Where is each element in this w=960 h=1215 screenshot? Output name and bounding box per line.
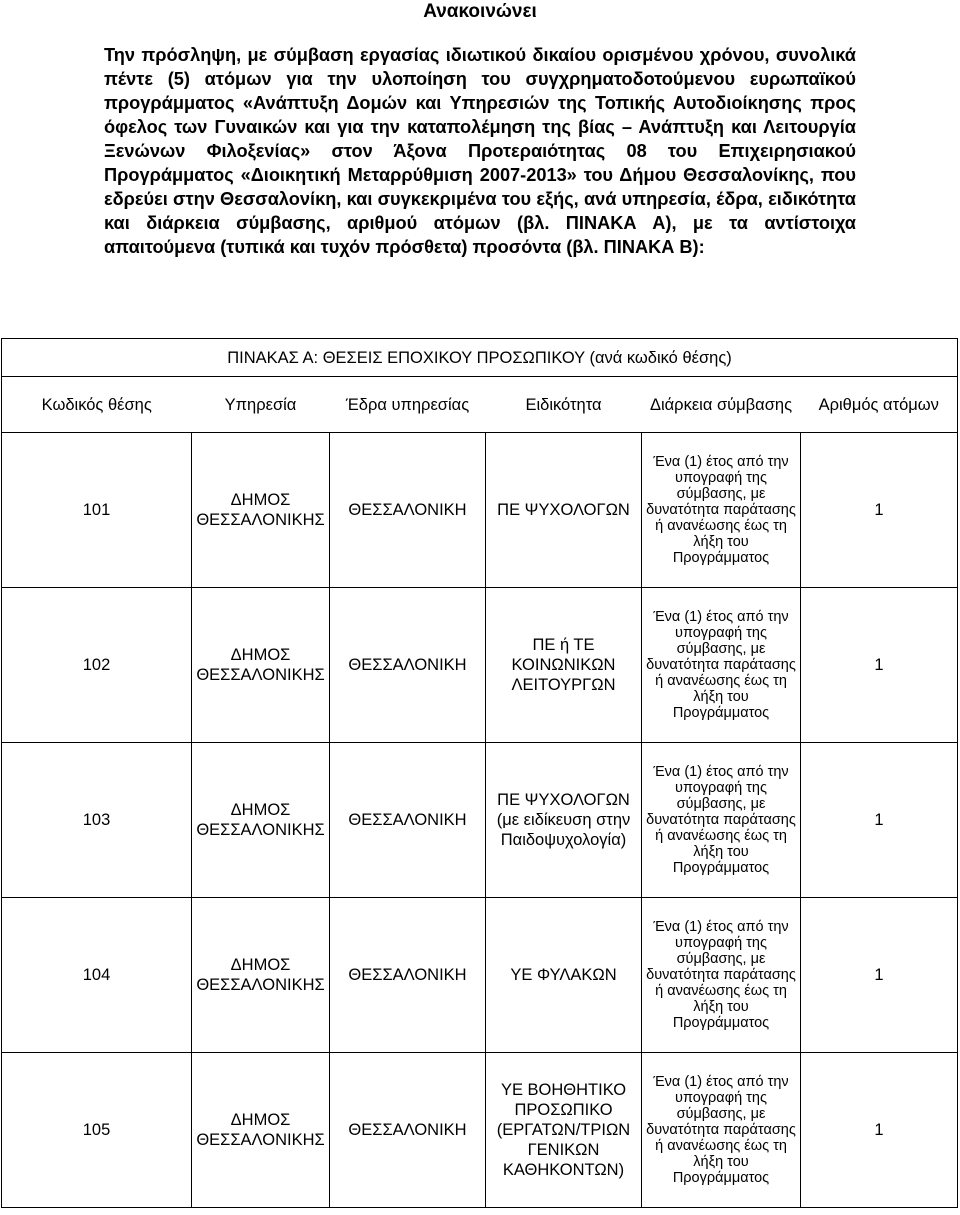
cell-duration: Ένα (1) έτος από την υπογραφή της σύμβασης, με δυνατότητα παράτασης ή ανανέωσης έως τη λήξη του Προγράμματος <box>642 433 801 588</box>
cell-specialty: ΠΕ ΨΥΧΟΛΟΓΩΝ (με ειδίκευση στην Παιδοψυχολογία) <box>486 743 642 898</box>
cell-seat: ΘΕΣΣΑΛΟΝΙΚΗ <box>330 433 486 588</box>
cell-seat: ΘΕΣΣΑΛΟΝΙΚΗ <box>330 588 486 743</box>
cell-count: 1 <box>801 743 958 898</box>
cell-specialty: ΠΕ ΨΥΧΟΛΟΓΩΝ <box>486 433 642 588</box>
cell-duration: Ένα (1) έτος από την υπογραφή της σύμβασης, με δυνατότητα παράτασης ή ανανέωσης έως τη λήξη του Προγράμματος <box>642 1053 801 1208</box>
header-duration: Διάρκεια σύμβασης <box>642 377 801 433</box>
cell-service: ΔΗΜΟΣ ΘΕΣΣΑΛΟΝΙΚΗΣ <box>192 588 330 743</box>
header-code: Κωδικός θέσης <box>2 377 192 433</box>
cell-code: 101 <box>2 433 192 588</box>
header-specialty: Ειδικότητα <box>486 377 642 433</box>
cell-seat: ΘΕΣΣΑΛΟΝΙΚΗ <box>330 743 486 898</box>
cell-seat: ΘΕΣΣΑΛΟΝΙΚΗ <box>330 1053 486 1208</box>
cell-specialty: ΥΕ ΒΟΗΘΗΤΙΚΟ ΠΡΟΣΩΠΙΚΟ (ΕΡΓΑΤΩΝ/ΤΡΙΩΝ ΓΕΝΙΚΩΝ ΚΑΘΗΚΟΝΤΩΝ) <box>486 1053 642 1208</box>
page-title: Ανακοινώνει <box>423 1 537 22</box>
table-row <box>2 1053 958 1208</box>
cell-code: 104 <box>2 898 192 1053</box>
cell-specialty: ΠΕ ή ΤΕ ΚΟΙΝΩΝΙΚΩΝ ΛΕΙΤΟΥΡΓΩΝ <box>486 588 642 743</box>
cell-code: 102 <box>2 588 192 743</box>
cell-code: 103 <box>2 743 192 898</box>
header-count: Αριθμός ατόμων <box>801 377 958 433</box>
cell-seat: ΘΕΣΣΑΛΟΝΙΚΗ <box>330 898 486 1053</box>
table-row <box>2 588 958 743</box>
cell-count: 1 <box>801 433 958 588</box>
table-row <box>2 743 958 898</box>
cell-count: 1 <box>801 898 958 1053</box>
table-row <box>2 898 958 1053</box>
header-seat: Έδρα υπηρεσίας <box>330 377 486 433</box>
intro-paragraph: Την πρόσληψη, με σύμβαση εργασίας ιδιωτικού δικαίου ορισμένου χρόνου, συνολικά πέντε (5) ατόμων για την υλοποίηση του συγχρηματοδοτούμενου ευρωπαϊκού προγράμματος «Ανάπτυξη Δομών και Υπηρεσιών της Τοπικής Αυτοδιοίκησης προς όφελος των Γυναικών και για την καταπολέμηση της βίας – Ανάπτυξη και Λειτουργία Ξενώνων Φιλοξενίας» στον Άξονα Προτεραιότητας 08 του Επιχειρησιακού Προγράμματος «Διοικητική Μεταρρύθμιση 2007-2013» του Δήμου Θεσσαλονίκης, που εδρεύει στην Θεσσαλονίκη, και συγκεκριμένα του εξής, ανά υπηρεσία, έδρα, ειδικότητα και διάρκεια σύμβασης, αριθμού ατόμων (βλ. ΠΙΝΑΚΑ Α), με τα αντίστοιχα απαιτούμενα (τυπικά και τυχόν πρόσθετα) προσόντα (βλ. ΠΙΝΑΚΑ Β): <box>104 45 856 257</box>
cell-service: ΔΗΜΟΣ ΘΕΣΣΑΛΟΝΙΚΗΣ <box>192 743 330 898</box>
cell-service: ΔΗΜΟΣ ΘΕΣΣΑΛΟΝΙΚΗΣ <box>192 898 330 1053</box>
cell-duration: Ένα (1) έτος από την υπογραφή της σύμβασης, με δυνατότητα παράτασης ή ανανέωσης έως τη λήξη του Προγράμματος <box>642 588 801 743</box>
header-service: Υπηρεσία <box>192 377 330 433</box>
cell-count: 1 <box>801 588 958 743</box>
cell-specialty: ΥΕ ΦΥΛΑΚΩΝ <box>486 898 642 1053</box>
table-row <box>2 433 958 588</box>
positions-table <box>1 338 958 1208</box>
cell-duration: Ένα (1) έτος από την υπογραφή της σύμβασης, με δυνατότητα παράτασης ή ανανέωσης έως τη λήξη του Προγράμματος <box>642 898 801 1053</box>
cell-code: 105 <box>2 1053 192 1208</box>
table-caption: ΠΙΝΑΚΑΣ Α: ΘΕΣΕΙΣ ΕΠΟΧΙΚΟΥ ΠΡΟΣΩΠΙΚΟΥ (ανά κωδικό θέσης) <box>2 339 958 377</box>
cell-service: ΔΗΜΟΣ ΘΕΣΣΑΛΟΝΙΚΗΣ <box>192 1053 330 1208</box>
cell-duration: Ένα (1) έτος από την υπογραφή της σύμβασης, με δυνατότητα παράτασης ή ανανέωσης έως τη λήξη του Προγράμματος <box>642 743 801 898</box>
cell-service: ΔΗΜΟΣ ΘΕΣΣΑΛΟΝΙΚΗΣ <box>192 433 330 588</box>
cell-count: 1 <box>801 1053 958 1208</box>
table-header-row <box>2 377 958 433</box>
